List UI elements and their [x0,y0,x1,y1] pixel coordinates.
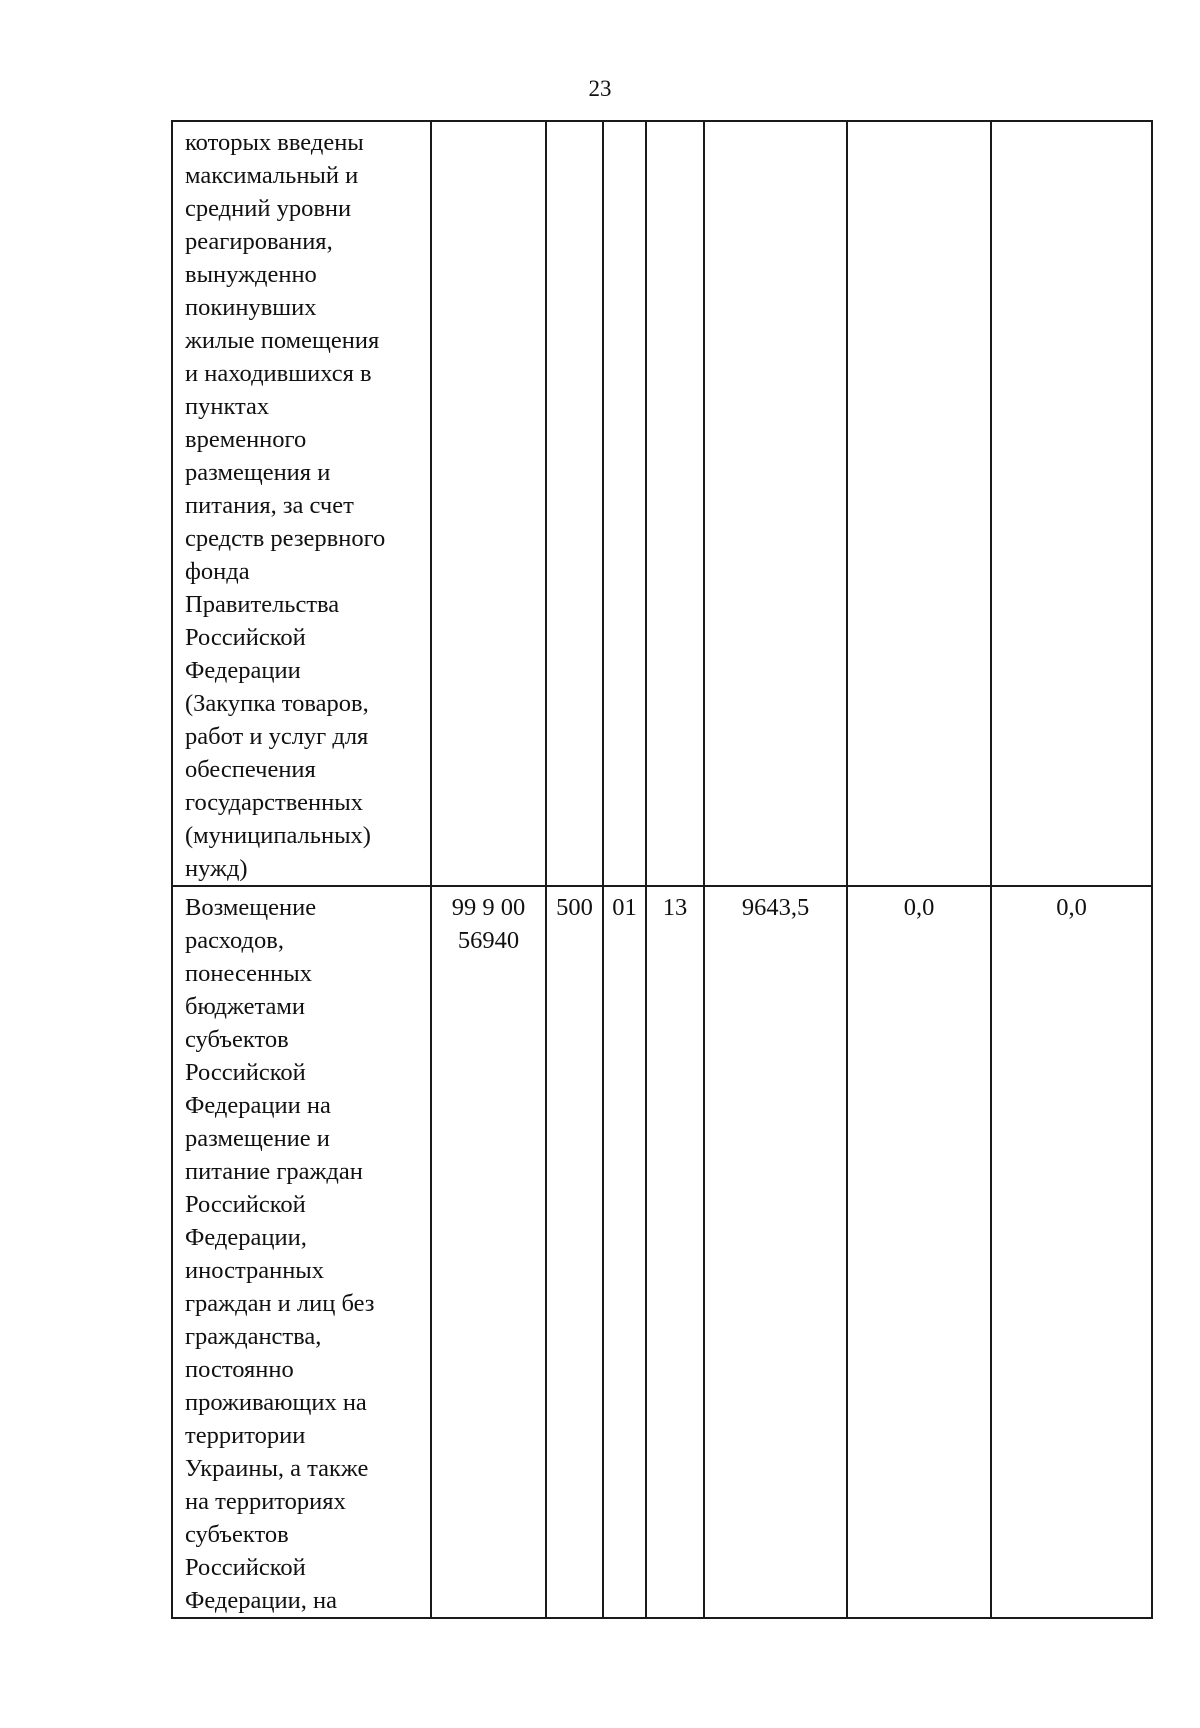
table-row [172,121,1152,886]
target-article-code [431,121,546,886]
section-code [603,121,646,886]
row-description: которых введены максимальный и средний уровни реагирования, вынужденно покинувших жилые помещения и находившихся в пунктах временного размещения и питания, за счет средств резервного фонда Правительства Российской Федерации (Закупка товаров, работ и услуг для обеспечения государственных (муниципальных) нужд) [172,121,431,886]
amount-year-1 [704,121,847,886]
expense-type-code [546,121,603,886]
amount-year-2 [847,121,991,886]
expense-type-code: 500 [546,886,603,1618]
page-number: 23 [588,76,612,101]
amount-year-3 [991,121,1152,886]
budget-table [171,120,1153,1619]
target-article-code: 99 9 00 56940 [431,886,546,1618]
subsection-code [646,121,704,886]
table-row [172,886,1152,1618]
row-description: Возмещение расходов, понесенных бюджетами субъектов Российской Федерации на размещение и питание граждан Российской Федерации, иностранных граждан и лиц без гражданства, постоянно проживающих на территории Украины, а также на территориях субъектов Российской Федерации, на [172,886,431,1618]
amount-year-1: 9643,5 [704,886,847,1618]
amount-year-3: 0,0 [991,886,1152,1618]
section-code: 01 [603,886,646,1618]
amount-year-2: 0,0 [847,886,991,1618]
subsection-code: 13 [646,886,704,1618]
